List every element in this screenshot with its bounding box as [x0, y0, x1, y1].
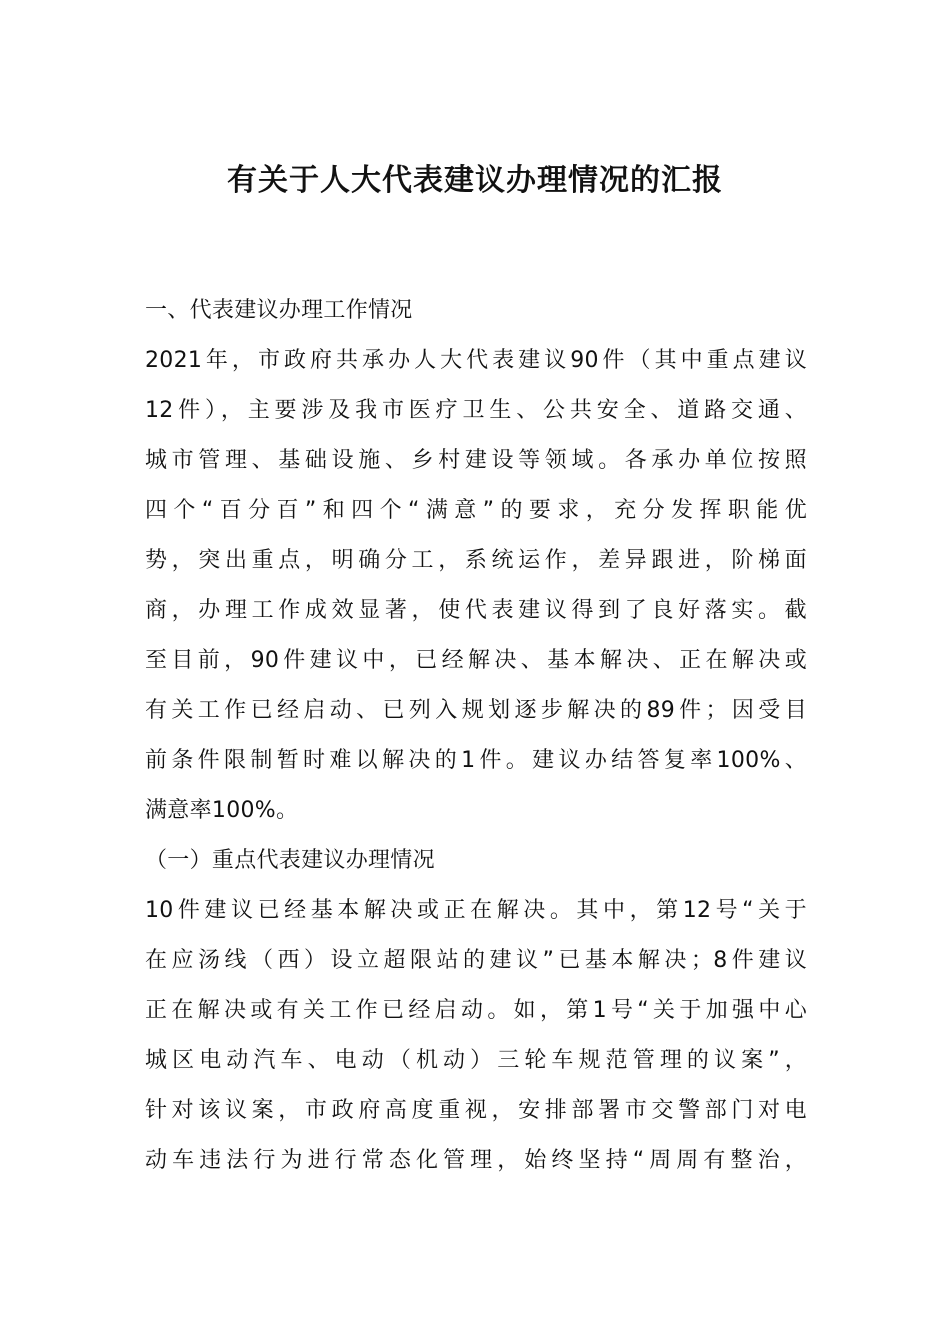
paragraph-line: 至目前，90件建议中，已经解决、基本解决、正在解决或: [145, 648, 807, 673]
section-heading-1: 一、代表建议办理工作情况: [145, 298, 413, 323]
paragraph-line: 在应汤线（西）设立超限站的建议”已基本解决；8件建议: [145, 948, 807, 973]
paragraph-line: 2021年，市政府共承办人大代表建议90件（其中重点建议: [145, 348, 807, 373]
section-heading-2: （一）重点代表建议办理情况: [145, 848, 435, 873]
document-title: 有关于人大代表建议办理情况的汇报: [227, 163, 723, 198]
paragraph-line: 四个“百分百”和四个“满意”的要求，充分发挥职能优: [145, 498, 807, 523]
paragraph-line: 针对该议案，市政府高度重视，安排部署市交警部门对电: [145, 1098, 807, 1123]
paragraph-line: 动车违法行为进行常态化管理，始终坚持“周周有整治，: [145, 1148, 807, 1173]
paragraph-line: 10件建议已经基本解决或正在解决。其中，第12号“关于: [145, 898, 807, 923]
paragraph-line: 正在解决或有关工作已经启动。如，第1号“关于加强中心: [145, 998, 807, 1023]
paragraph-line: 12件），主要涉及我市医疗卫生、公共安全、道路交通、: [145, 398, 807, 423]
paragraph-line: 城市管理、基础设施、乡村建设等领域。各承办单位按照: [145, 448, 807, 473]
document-body: [145, 286, 807, 1186]
paragraph-line: 势，突出重点，明确分工，系统运作，差异跟进，阶梯面: [145, 548, 807, 573]
paragraph-line: 有关工作已经启动、已列入规划逐步解决的89件；因受目: [145, 698, 807, 723]
paragraph-line: 城区电动汽车、电动（机动）三轮车规范管理的议案”，: [145, 1048, 807, 1073]
paragraph-line: 商，办理工作成效显著，使代表建议得到了良好落实。截: [145, 598, 807, 623]
paragraph-line: 满意率100%。: [145, 798, 299, 823]
paragraph-line: 前条件限制暂时难以解决的1件。建议办结答复率100%、: [145, 748, 807, 773]
